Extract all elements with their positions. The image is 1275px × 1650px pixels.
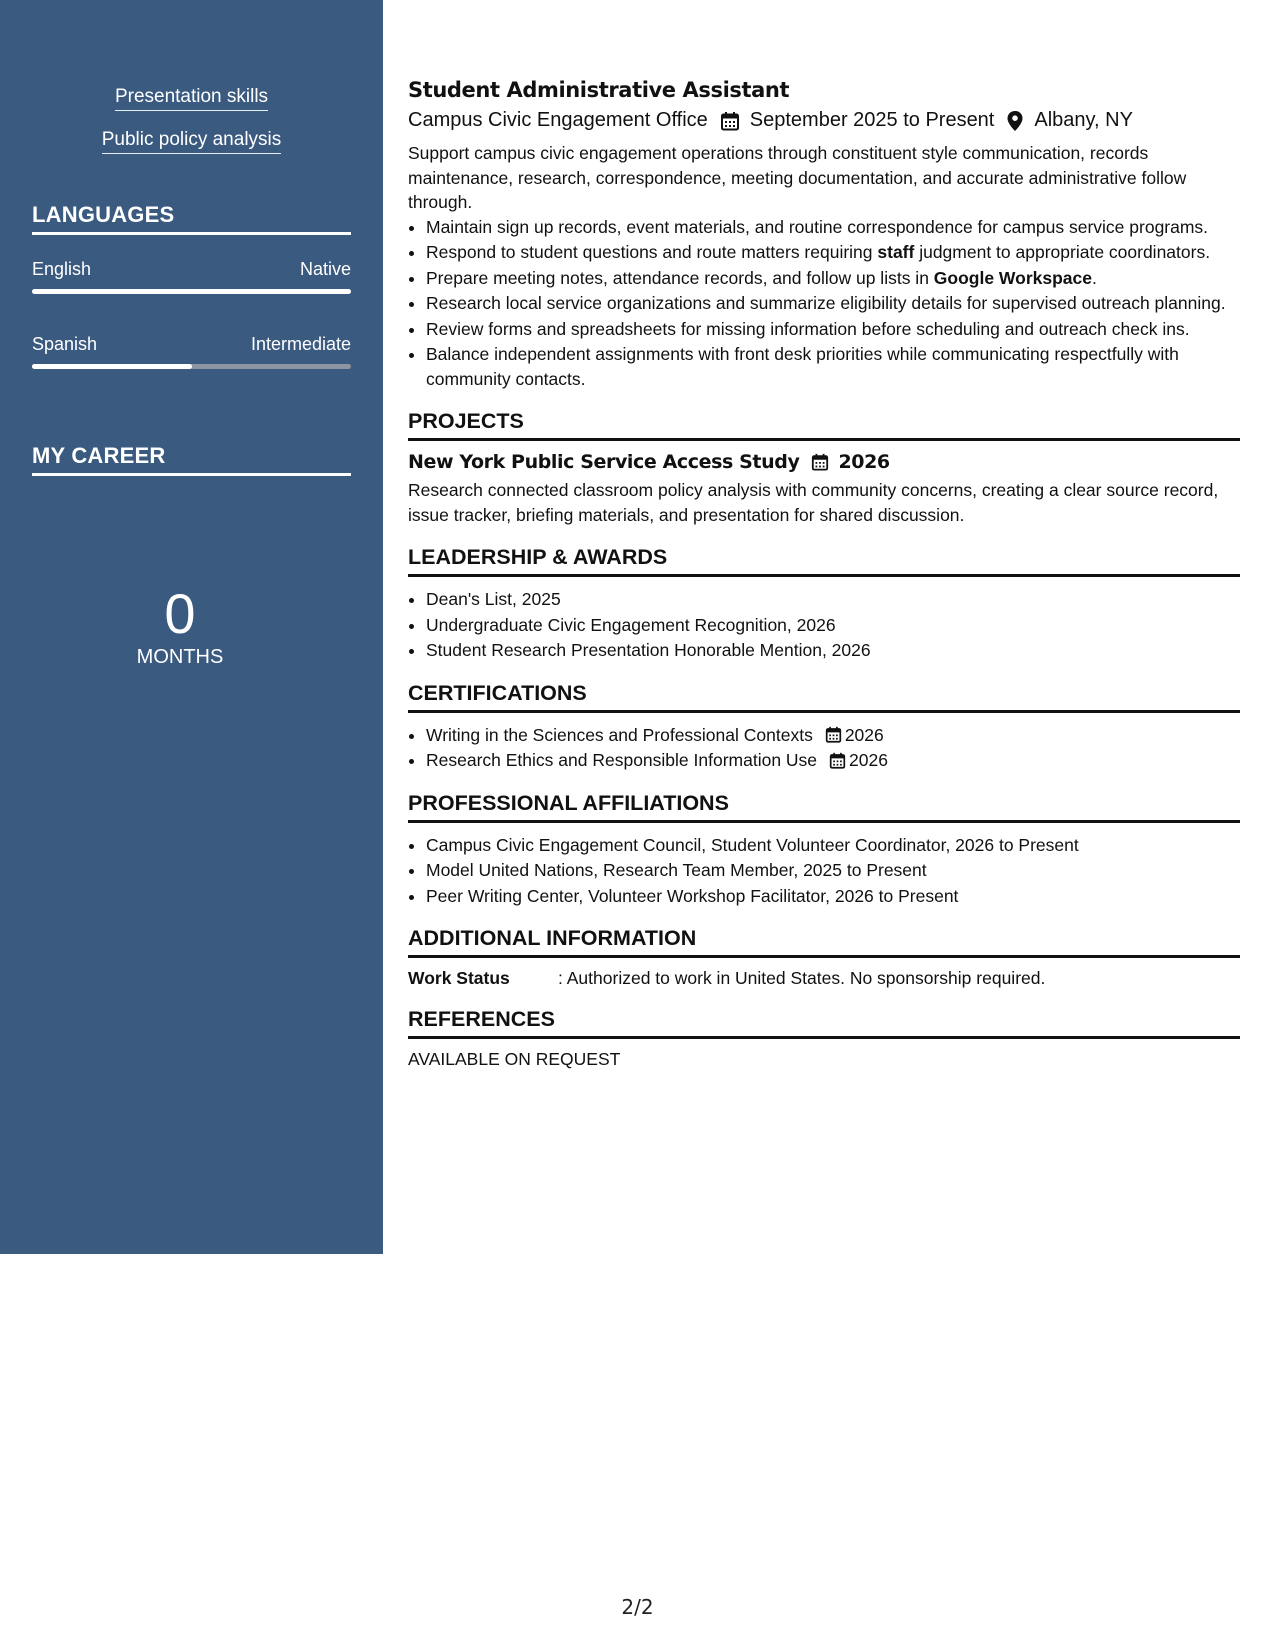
additional-info-heading: ADDITIONAL INFORMATION (408, 926, 1240, 958)
work-status-value: : Authorized to work in United States. No sponsorship required. (558, 968, 1046, 988)
language-proficiency-fill (32, 289, 351, 294)
project-title: New York Public Service Access Study (408, 451, 800, 473)
job-description: Support campus civic engagement operations through constituent style communication, records maintenance, research, correspondence, meeting documentation, and accurate administrative follow through. (408, 143, 1187, 212)
list-item: • Dean's List, 2025 (426, 587, 1240, 612)
main-content (408, 78, 1240, 1070)
language-level: Native (299, 259, 351, 279)
language-proficiency-fill (32, 364, 192, 369)
list-item (426, 723, 1240, 748)
certification-year: 2026 (849, 750, 888, 770)
certification-name: • Writing in the Sciences and Professional Contexts (426, 724, 813, 745)
projects-heading: PROJECTS (408, 409, 1240, 441)
career-unit: MONTHS (136, 646, 224, 668)
list-item: • Peer Writing Center, Volunteer Workshop Facilitator, 2026 to Present (426, 884, 1240, 909)
project-year: 2026 (838, 451, 890, 473)
career-heading: MY CAREER (32, 443, 351, 476)
job-company: Campus Civic Engagement Office (408, 109, 708, 131)
job-title: Student Administrative Assistant (408, 78, 790, 102)
page-number: 2/2 (621, 1595, 654, 1619)
certifications-list (408, 723, 1240, 773)
list-item: • Respond to student questions and route matters requiring staff judgment to appropriate coordinators. (426, 240, 1240, 265)
job-meta (408, 109, 1240, 132)
list-item (426, 748, 1240, 773)
language-name: English (32, 259, 92, 279)
calendar-icon (720, 111, 740, 131)
languages-heading: LANGUAGES (32, 202, 351, 235)
language-item (32, 259, 351, 294)
work-status-label: Work Status (408, 968, 510, 988)
certifications-heading: CERTIFICATIONS (408, 681, 1240, 713)
language-name: Spanish (32, 334, 98, 354)
list-item: • Model United Nations, Research Team Member, 2025 to Present (426, 858, 1240, 883)
references-heading: REFERENCES (408, 1007, 1240, 1039)
language-proficiency-bar (32, 289, 351, 294)
awards-list (408, 587, 1240, 663)
list-item: • Student Research Presentation Honorable Mention, 2026 (426, 638, 1240, 663)
skill-link[interactable]: Public policy analysis (102, 129, 282, 154)
list-item: • Research local service organizations and summarize eligibility details for supervised outreach planning. (426, 291, 1240, 316)
language-item (32, 334, 351, 369)
language-level: Intermediate (250, 334, 351, 354)
sidebar (0, 0, 383, 1254)
skills-list (0, 86, 383, 172)
location-pin-icon (1006, 110, 1024, 132)
affiliations-list (408, 833, 1240, 909)
job-location: Albany, NY (1034, 109, 1133, 131)
job-dates: September 2025 to Present (749, 109, 995, 131)
certification-name: • Research Ethics and Responsible Information Use (426, 750, 818, 770)
calendar-icon (811, 453, 829, 471)
affiliations-heading: PROFESSIONAL AFFILIATIONS (408, 791, 1240, 823)
job-bullets (408, 215, 1240, 392)
references-text: AVAILABLE ON REQUEST (408, 1049, 621, 1069)
project-title-row (408, 451, 1240, 473)
skill-link[interactable]: Presentation skills (115, 86, 268, 111)
list-item: • Prepare meeting notes, attendance records, and follow up lists in Google Workspace. (426, 266, 1240, 291)
language-proficiency-bar (32, 364, 351, 369)
certification-year: 2026 (844, 724, 884, 745)
list-item: • Maintain sign up records, event materials, and routine correspondence for campus service programs. (426, 215, 1240, 240)
calendar-icon (825, 726, 842, 743)
calendar-icon (829, 752, 846, 769)
list-item: • Campus Civic Engagement Council, Student Volunteer Coordinator, 2026 to Present (426, 833, 1240, 858)
list-item: • Balance independent assignments with front desk priorities while communicating respectfully with community contacts. (426, 342, 1240, 391)
career-value: 0 (164, 582, 196, 645)
list-item: • Undergraduate Civic Engagement Recognition, 2026 (426, 613, 1240, 638)
career-length (0, 584, 360, 669)
awards-heading: LEADERSHIP & AWARDS (408, 545, 1240, 577)
project-description: Research connected classroom policy analysis with community concerns, creating a clear source record, issue tracker, briefing materials, and presentation for shared discussion. (408, 480, 1219, 525)
work-status-row (408, 968, 1240, 989)
list-item: • Review forms and spreadsheets for missing information before scheduling and outreach check ins. (426, 317, 1240, 342)
